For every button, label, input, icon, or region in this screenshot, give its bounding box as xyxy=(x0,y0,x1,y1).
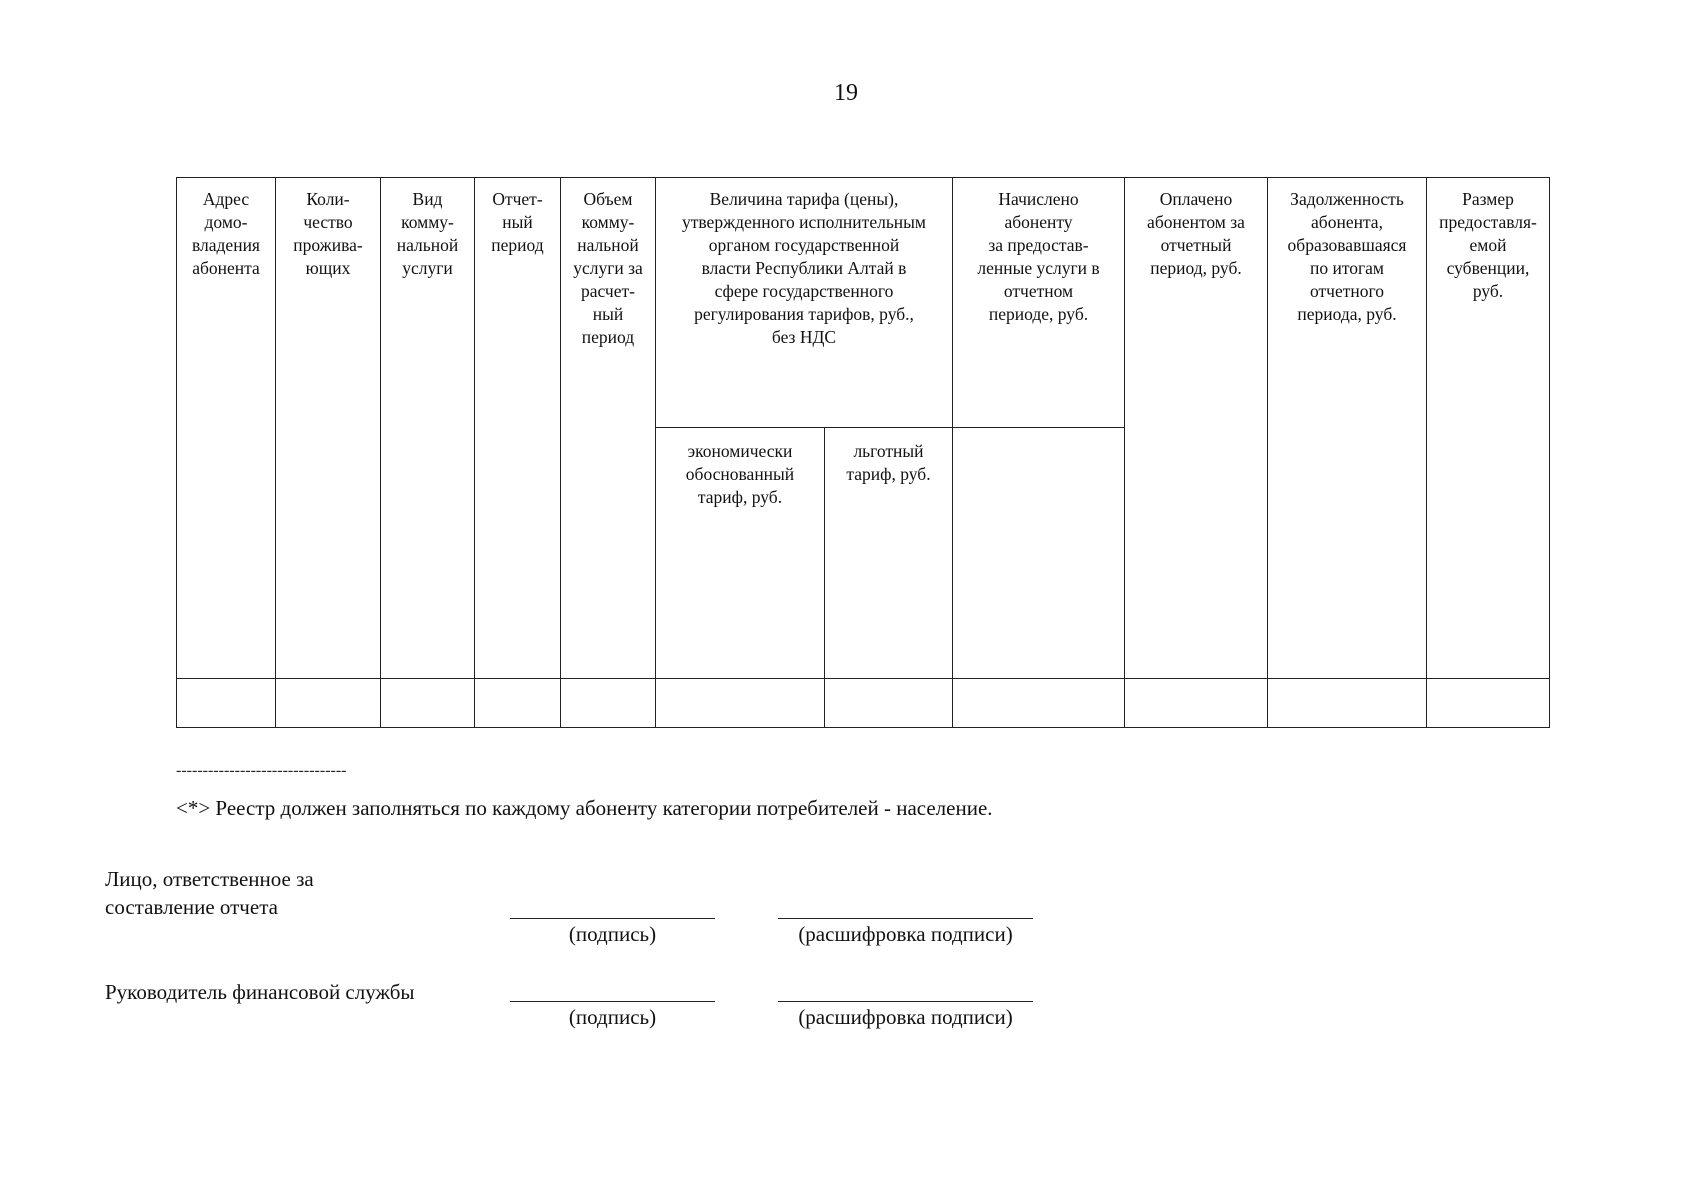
cell-charged[interactable] xyxy=(953,679,1125,728)
header-volume xyxy=(561,178,656,679)
cell-address[interactable] xyxy=(177,679,276,728)
header-residents xyxy=(276,178,381,679)
responsible-decoding-caption: (расшифровка подписи) xyxy=(798,922,1013,946)
header-subsidy xyxy=(1427,178,1550,679)
header-tariff xyxy=(656,178,953,428)
header-service-type-text: Вид комму- нальной услуги xyxy=(396,189,459,278)
header-subsidy-text: Размер предоставля- емой субвенции, руб. xyxy=(1439,189,1537,301)
header-debt-text: Задолженность абонента, образовавшаяся по итогам отчетного периода, руб. xyxy=(1287,189,1407,324)
finance-decoding-line[interactable] xyxy=(778,1001,1033,1002)
footnote-rule: -------------------------------- xyxy=(176,762,347,779)
finance-head-label: Руководитель финансовой службы xyxy=(105,980,415,1004)
page-number: 19 xyxy=(834,80,858,106)
header-charged-text: Начислено абоненту за предостав- ленные услуги в отчетном периоде, руб. xyxy=(977,189,1100,324)
header-tariff-economic xyxy=(656,428,825,679)
cell-volume[interactable] xyxy=(561,679,656,728)
cell-period[interactable] xyxy=(475,679,561,728)
cell-tariff-economic[interactable] xyxy=(656,679,825,728)
finance-decoding-caption: (расшифровка подписи) xyxy=(798,1005,1013,1029)
header-paid-text: Оплачено абонентом за отчетный период, руб. xyxy=(1147,189,1245,278)
header-tariff-economic-text: экономически обоснованный тариф, руб. xyxy=(685,441,795,507)
cell-subsidy[interactable] xyxy=(1427,679,1550,728)
responsible-signature-line[interactable] xyxy=(510,918,715,919)
responsible-person-label: Лицо, ответственное за составление отчета xyxy=(105,867,314,919)
cell-service-type[interactable] xyxy=(381,679,475,728)
header-residents-text: Коли- чество прожива- ющих xyxy=(293,189,363,278)
header-paid xyxy=(1125,178,1268,679)
finance-signature-line[interactable] xyxy=(510,1001,715,1002)
header-service-type xyxy=(381,178,475,679)
header-tariff-preferential-text: льготный тариф, руб. xyxy=(846,441,931,484)
header-charged-sub xyxy=(953,428,1125,679)
responsible-signature-caption: (подпись) xyxy=(568,922,657,946)
finance-signature-caption: (подпись) xyxy=(568,1005,657,1029)
footnote-text: <*> Реестр должен заполняться по каждому абоненту категории потребителей - население. xyxy=(176,796,993,820)
table-row xyxy=(177,679,1550,728)
registry-table xyxy=(176,177,1550,728)
header-address-text: Адрес домо- владения абонента xyxy=(192,189,260,278)
header-volume-text: Объем комму- нальной услуги за расчет- ный период xyxy=(573,189,643,347)
cell-tariff-preferential[interactable] xyxy=(825,679,953,728)
header-debt xyxy=(1268,178,1427,679)
cell-debt[interactable] xyxy=(1268,679,1427,728)
header-address xyxy=(177,178,276,679)
responsible-decoding-line[interactable] xyxy=(778,918,1033,919)
header-tariff-text: Величина тарифа (цены), утвержденного исполнительным органом государственной власти Республики Алтай в сфере государственного регулирования тарифов, руб., без НДС xyxy=(682,189,926,347)
cell-residents[interactable] xyxy=(276,679,381,728)
header-period-text: Отчет- ный период xyxy=(491,189,544,255)
header-period xyxy=(475,178,561,679)
header-charged xyxy=(953,178,1125,428)
cell-paid[interactable] xyxy=(1125,679,1268,728)
header-tariff-preferential xyxy=(825,428,953,679)
